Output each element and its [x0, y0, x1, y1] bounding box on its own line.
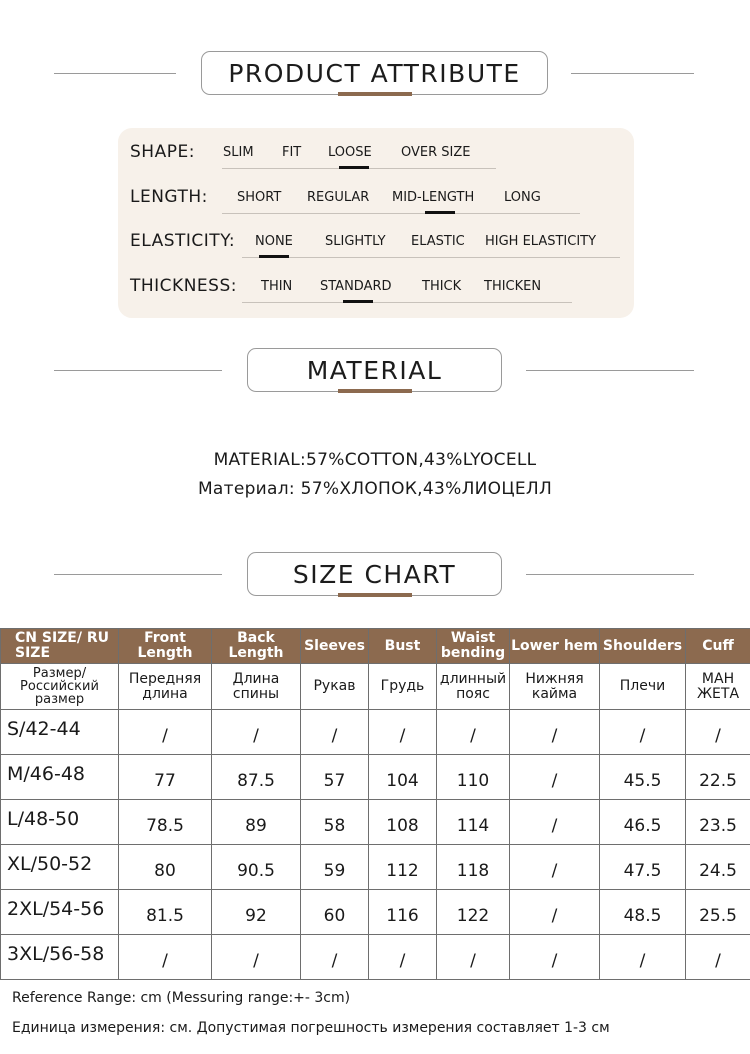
table-cell: 92 [212, 890, 301, 935]
table-cell: / [510, 935, 600, 980]
table-cell: / [510, 710, 600, 755]
attribute-option: LONG [504, 190, 541, 205]
table-cell: 116 [369, 890, 437, 935]
attribute-option: ELASTIC [411, 234, 465, 249]
table-cell: / [212, 710, 301, 755]
table-cell: 23.5 [686, 800, 750, 845]
table-header-cell: Sleeves [301, 629, 369, 664]
attribute-option: THIN [261, 279, 293, 294]
selected-indicator [339, 166, 369, 169]
table-cell: / [437, 935, 510, 980]
table-header-cell: Shoulders [600, 629, 686, 664]
divider-line-left [54, 574, 222, 575]
table-cell: / [369, 935, 437, 980]
attribute-option: OVER SIZE [401, 145, 471, 160]
table-header-cell: Lower hem [510, 629, 600, 664]
table-row [1, 800, 750, 845]
attribute-row-length [118, 187, 634, 217]
divider-line-right [526, 574, 694, 575]
table-header-cell: Front Length [119, 629, 212, 664]
attribute-option: SLIGHTLY [325, 234, 386, 249]
selected-indicator [259, 255, 289, 258]
table-cell: / [510, 800, 600, 845]
table-row [1, 845, 750, 890]
table-size-cell: 3XL/56-58 [1, 935, 119, 980]
divider-line-right [571, 73, 694, 74]
material-header [0, 348, 750, 394]
attribute-row-elasticity [118, 231, 634, 261]
table-header-cell: Back Length [212, 629, 301, 664]
attribute-label: SHAPE: [130, 142, 195, 162]
table-cell: 90.5 [212, 845, 301, 890]
material-en-line [0, 450, 750, 470]
attribute-option: THICK [422, 279, 462, 294]
divider-line-left [54, 73, 176, 74]
size-chart-table [0, 628, 750, 980]
table-size-cell: M/46-48 [1, 755, 119, 800]
table-size-cell: S/42-44 [1, 710, 119, 755]
title-underline [338, 593, 412, 597]
attribute-label: ELASTICITY: [130, 231, 236, 251]
table-ru-header-cell: Плечи [600, 664, 686, 710]
table-header-cell: Bust [369, 629, 437, 664]
selected-indicator [425, 211, 455, 214]
table-cell: 22.5 [686, 755, 750, 800]
attribute-option-selected: MID-LENGTH [392, 190, 475, 205]
attribute-option-selected: NONE [255, 234, 293, 249]
table-ru-header-cell: МАН ЖЕТА [686, 664, 750, 710]
divider-line-left [54, 370, 222, 371]
table-cell: / [600, 710, 686, 755]
table-cell: / [369, 710, 437, 755]
size-chart-title-pill [247, 552, 502, 596]
material-en-label: MATERIAL: [213, 450, 307, 470]
table-cell: / [510, 755, 600, 800]
attribute-option: THICKEN [484, 279, 542, 294]
table-ru-header-cell: Грудь [369, 664, 437, 710]
table-ru-header-cell: Нижняя кайма [510, 664, 600, 710]
table-ru-header-cell: Размер/ Российский размер [1, 664, 119, 710]
table-cell: 77 [119, 755, 212, 800]
attribute-option: SLIM [223, 145, 254, 160]
table-ru-header-cell: длинный пояс [437, 664, 510, 710]
attribute-option-selected: STANDARD [320, 279, 392, 294]
table-cell: 24.5 [686, 845, 750, 890]
attribute-options [222, 145, 496, 169]
table-row [1, 935, 750, 980]
table-size-cell: XL/50-52 [1, 845, 119, 890]
table-cell: 48.5 [600, 890, 686, 935]
table-cell: / [437, 710, 510, 755]
table-cell: / [212, 935, 301, 980]
material-title: MATERIAL [306, 355, 443, 385]
table-cell: 110 [437, 755, 510, 800]
table-cell: 58 [301, 800, 369, 845]
table-header-cell: Cuff [686, 629, 750, 664]
table-cell: 25.5 [686, 890, 750, 935]
material-title-pill [247, 348, 502, 392]
table-cell: / [119, 710, 212, 755]
material-ru-value: 57%ХЛОПОК,43%ЛИОЦЕЛЛ [300, 479, 553, 499]
table-cell: 122 [437, 890, 510, 935]
table-cell: / [510, 845, 600, 890]
table-cell: 81.5 [119, 890, 212, 935]
attribute-label: LENGTH: [130, 187, 208, 207]
table-cell: / [301, 710, 369, 755]
table-header-row [1, 629, 750, 664]
attribute-label: THICKNESS: [130, 276, 237, 296]
table-row [1, 755, 750, 800]
table-cell: 57 [301, 755, 369, 800]
table-cell: 59 [301, 845, 369, 890]
table-cell: 104 [369, 755, 437, 800]
table-ru-header-row [1, 664, 750, 710]
size-chart-title: SIZE CHART [292, 559, 457, 589]
table-ru-header-cell: Передняя длина [119, 664, 212, 710]
table-cell: / [686, 710, 750, 755]
attribute-options [222, 190, 580, 214]
table-row [1, 890, 750, 935]
table-ru-header-cell: Длина спины [212, 664, 301, 710]
table-ru-header-cell: Рукав [301, 664, 369, 710]
attribute-row-thickness [118, 276, 634, 306]
product-attribute-title-pill [201, 51, 548, 95]
title-underline [338, 389, 412, 393]
table-cell: 114 [437, 800, 510, 845]
material-en-value: 57%COTTON,43%LYOCELL [306, 450, 537, 470]
attribute-option: HIGH ELASTICITY [485, 234, 597, 249]
attribute-option: FIT [282, 145, 302, 160]
product-attribute-title: PRODUCT ATTRIBUTE [228, 58, 521, 88]
table-cell: / [686, 935, 750, 980]
attribute-box [118, 128, 634, 318]
table-cell: 80 [119, 845, 212, 890]
attribute-row-shape [118, 142, 634, 172]
material-ru-label: Материал: [197, 479, 295, 499]
table-cell: 46.5 [600, 800, 686, 845]
table-size-cell: L/48-50 [1, 800, 119, 845]
table-cell: 108 [369, 800, 437, 845]
attribute-option-selected: LOOSE [328, 145, 372, 160]
table-cell: 112 [369, 845, 437, 890]
divider-line-right [526, 370, 694, 371]
attribute-option: REGULAR [307, 190, 370, 205]
table-cell: / [119, 935, 212, 980]
table-cell: 89 [212, 800, 301, 845]
table-cell: 78.5 [119, 800, 212, 845]
attribute-option: SHORT [237, 190, 282, 205]
size-chart-header [0, 552, 750, 598]
table-cell: / [301, 935, 369, 980]
table-cell: 118 [437, 845, 510, 890]
attribute-options [242, 234, 620, 258]
table-size-cell: 2XL/54-56 [1, 890, 119, 935]
table-cell: / [600, 935, 686, 980]
selected-indicator [343, 300, 373, 303]
title-underline [338, 92, 412, 96]
table-cell: 87.5 [212, 755, 301, 800]
table-cell: 47.5 [600, 845, 686, 890]
table-cell: 45.5 [600, 755, 686, 800]
reference-note-ru: Единица измерения: см. Допустимая погрешность измерения составляет 1-3 см [12, 1020, 610, 1036]
material-ru-line [0, 479, 750, 499]
product-attribute-header [0, 51, 750, 97]
table-header-cell: Waist bending [437, 629, 510, 664]
reference-note-en: Reference Range: cm (Messuring range:+- 3cm) [12, 990, 351, 1006]
table-header-cell: CN SIZE/ RU SIZE [1, 629, 119, 664]
table-row [1, 710, 750, 755]
table-cell: 60 [301, 890, 369, 935]
table-cell: / [510, 890, 600, 935]
attribute-options [242, 279, 572, 303]
